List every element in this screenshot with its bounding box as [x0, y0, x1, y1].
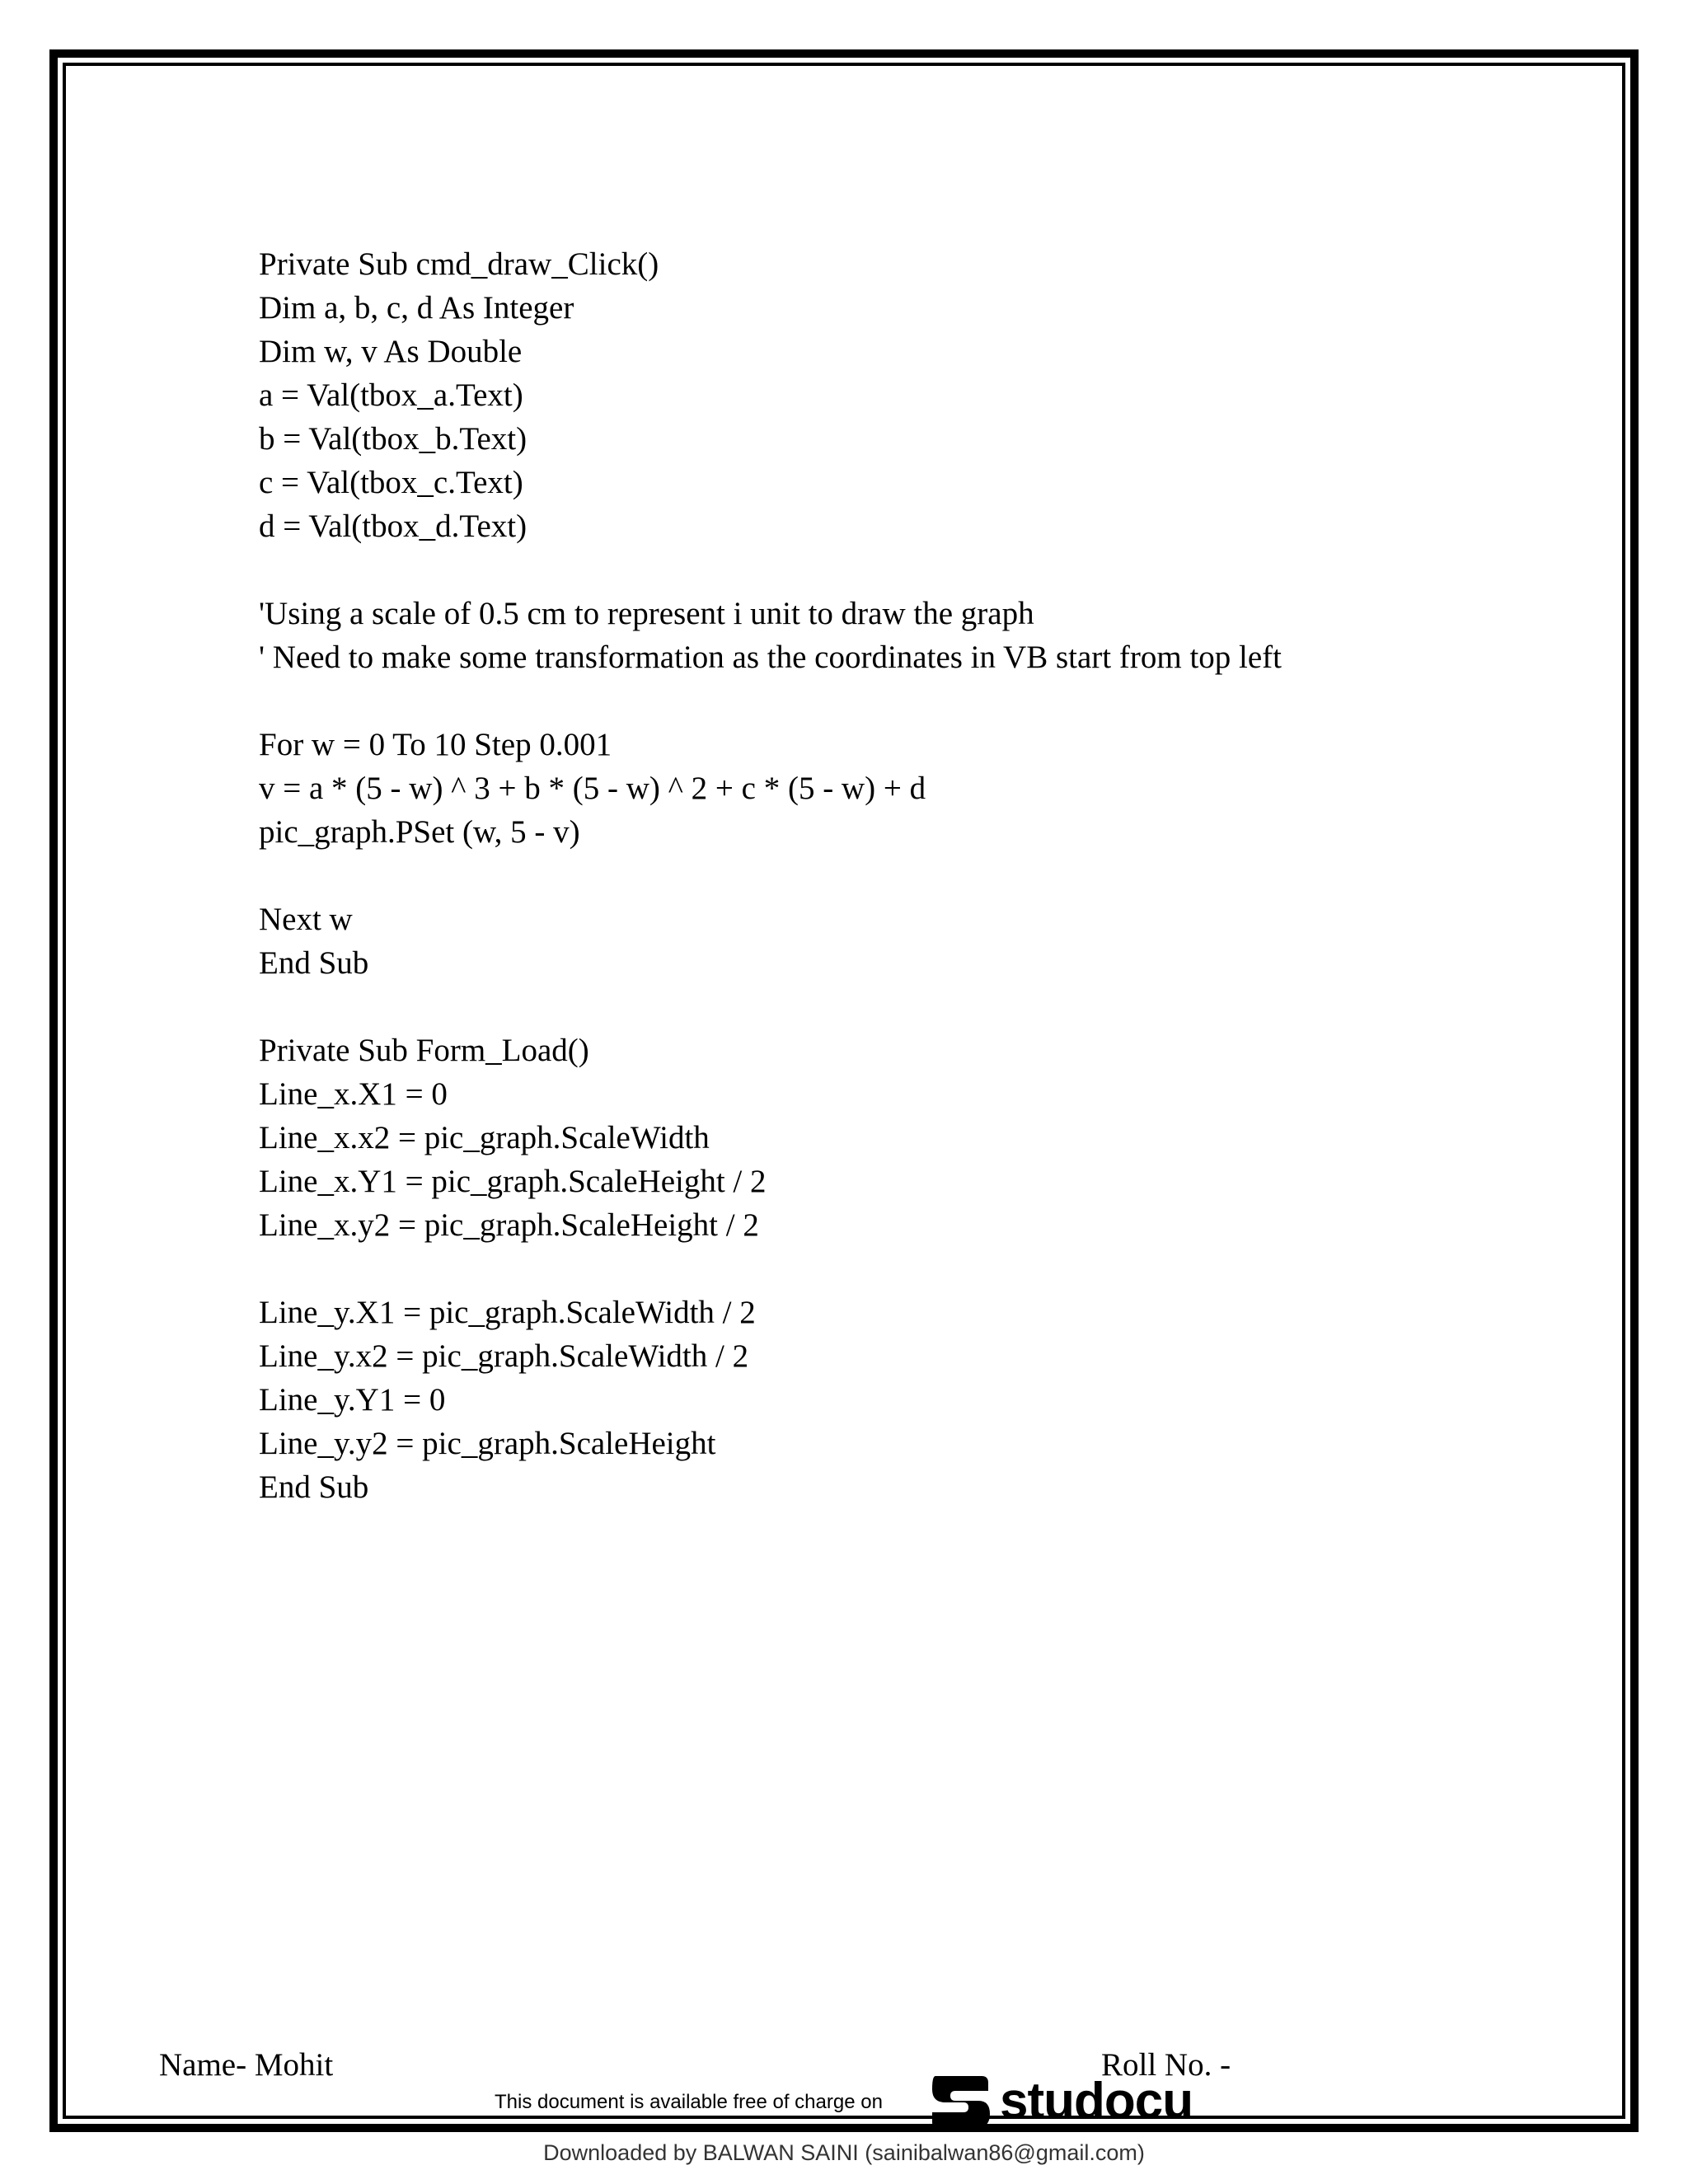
studocu-wordmark: studocu [1000, 2073, 1193, 2130]
code-line [259, 548, 1578, 592]
code-line: v = a * (5 - w) ^ 3 + b * (5 - w) ^ 2 + c * (5 - w) + d [259, 771, 926, 806]
code-listing [259, 242, 1578, 1509]
code-line: Line_y.Y1 = 0 [259, 1382, 446, 1418]
studocu-logo[interactable] [927, 2069, 1193, 2135]
availability-notice: This document is available free of charge on [495, 2091, 883, 2113]
code-line: pic_graph.PSet (w, 5 - v) [259, 814, 580, 850]
code-line [259, 985, 1578, 1029]
code-line: For w = 0 To 10 Step 0.001 [259, 727, 612, 762]
code-line: Line_y.x2 = pic_graph.ScaleWidth / 2 [259, 1338, 749, 1374]
code-line: d = Val(tbox_d.Text) [259, 509, 528, 544]
code-line: Line_y.X1 = pic_graph.ScaleWidth / 2 [259, 1295, 756, 1330]
code-line [259, 854, 1578, 898]
code-line: a = Val(tbox_a.Text) [259, 377, 523, 413]
code-comment-line: 'Using a scale of 0.5 cm to represent i unit to draw the graph [259, 596, 1034, 631]
code-line: Private Sub cmd_draw_Click() [259, 246, 659, 282]
code-line: Line_x.x2 = pic_graph.ScaleWidth [259, 1120, 710, 1155]
code-line: Dim a, b, c, d As Integer [259, 290, 574, 326]
code-line: Line_x.Y1 = pic_graph.ScaleHeight / 2 [259, 1164, 767, 1199]
code-line: c = Val(tbox_c.Text) [259, 465, 523, 500]
code-line: b = Val(tbox_b.Text) [259, 421, 528, 457]
footer-roll-number: Roll No. - [1101, 2047, 1231, 2083]
code-line: Next w [259, 902, 353, 937]
code-line [259, 679, 1578, 723]
code-line: Private Sub Form_Load() [259, 1033, 589, 1068]
download-credit: Downloaded by BALWAN SAINI (sainibalwan86@gmail.com) [543, 2140, 1145, 2165]
code-line: Line_y.y2 = pic_graph.ScaleHeight [259, 1426, 716, 1461]
code-line: End Sub [259, 1469, 369, 1505]
code-line: End Sub [259, 945, 369, 981]
footer-student-name: Name- Mohit [159, 2047, 334, 2083]
code-line [259, 1247, 1578, 1291]
code-comment-line: ' Need to make some transformation as the coordinates in VB start from top left [259, 640, 1282, 675]
code-line: Line_x.X1 = 0 [259, 1076, 448, 1112]
code-line: Dim w, v As Double [259, 334, 523, 369]
studocu-logo-icon [927, 2069, 995, 2134]
code-line: Line_x.y2 = pic_graph.ScaleHeight / 2 [259, 1207, 759, 1243]
